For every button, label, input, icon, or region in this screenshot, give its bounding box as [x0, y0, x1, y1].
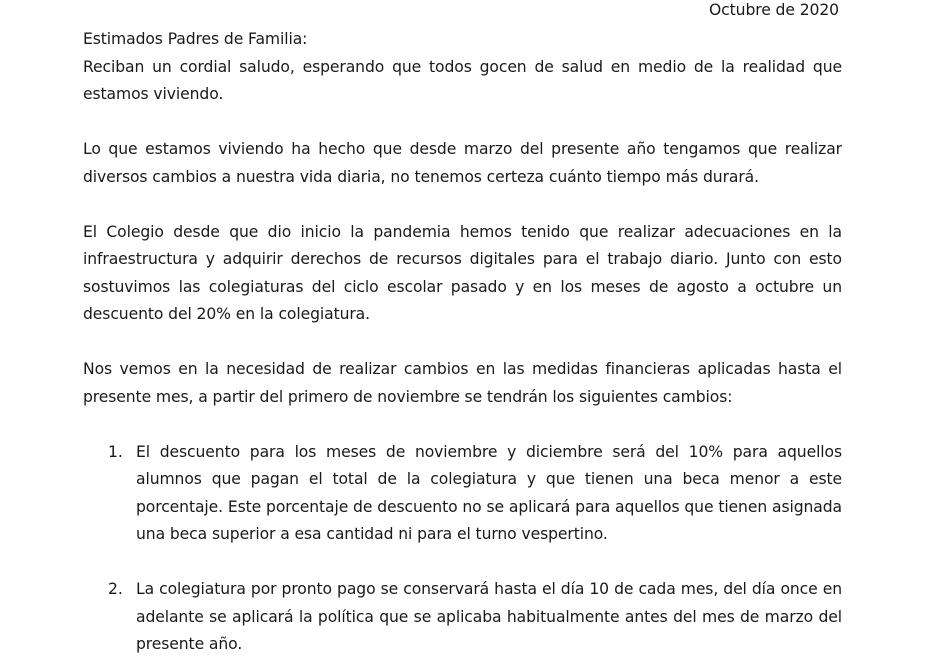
list-item-number: 2.: [108, 580, 123, 598]
salutation: Estimados Padres de Familia:: [83, 30, 308, 48]
paragraph-circumstances: Lo que estamos viviendo ha hecho que desde marzo del presente año tengamos que realizar diversos cambios a nuestra vida diaria, no tenemos certeza cuánto tiempo más durará.: [83, 140, 842, 186]
paragraph-school-measures: El Colegio desde que dio inicio la pandemia hemos tenido que realizar adecuaciones en la infraestructura y adquirir derechos de recursos digitales para el trabajo diario. Junto con esto sostuvimos las colegiaturas del ciclo escolar pasado y en los meses de agosto a octubre un descuento del 20% en la colegiatura.: [83, 222, 842, 323]
list-item-text: El descuento para los meses de noviembre y diciembre será del 10% para aquellos alumnos que pagan el total de la colegiatura y que tienen una beca menor a este porcentaje. Este porcentaje de descuento no se aplicará para aquellos que tienen asignada una beca superior a esa cantidad ni para el turno vespertino.: [136, 442, 842, 543]
paragraph-changes-intro: Nos vemos en la necesidad de realizar cambios en las medidas financieras aplicadas hasta el presente mes, a partir del primero de noviembre se tendrán los siguientes cambios:: [83, 360, 842, 406]
changes-list: [83, 439, 842, 659]
list-item: [83, 439, 842, 549]
list-item-text: La colegiatura por pronto pago se conservará hasta el día 10 de cada mes, del día once en adelante se aplicará la política que se aplicaba habitualmente antes del mes de marzo del presente año.: [136, 580, 842, 653]
letter-date: Octubre de 2020: [709, 1, 839, 19]
greeting-paragraph: Reciban un cordial saludo, esperando que todos gocen de salud en medio de la realidad que estamos viviendo.: [83, 57, 842, 103]
list-item: [83, 576, 842, 659]
letter-body: [83, 26, 842, 659]
list-item-number: 1.: [108, 442, 123, 461]
